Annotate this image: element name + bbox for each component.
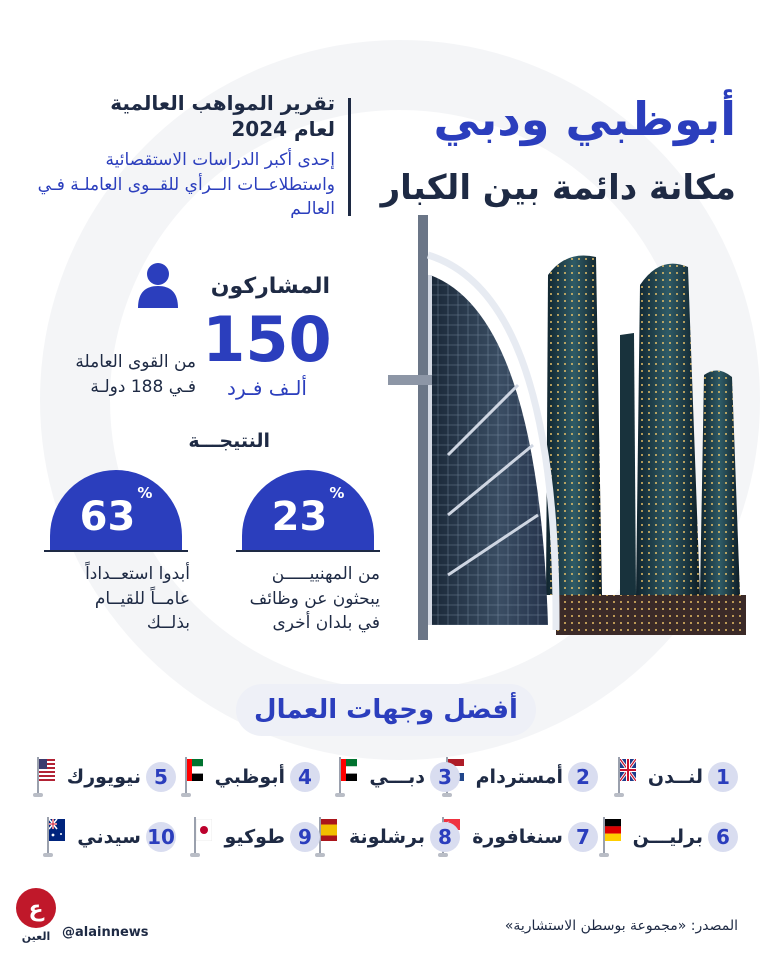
rank-badge: 7 [568, 822, 598, 852]
rank-badge: 3 [430, 762, 460, 792]
page-title: أبوظبي ودبي [433, 92, 736, 146]
svg-text:ع: ع [28, 897, 44, 922]
australia-flag-icon [46, 815, 68, 859]
stat-desc-line: عامــاً للقيــام [94, 588, 190, 609]
rank-badge: 9 [290, 822, 320, 852]
uae-flag-icon [184, 755, 206, 799]
city-name: طوكيو [224, 826, 285, 848]
participants-desc-line1: من القوى العاملة [75, 352, 196, 372]
destination-item [36, 812, 176, 862]
svg-text:العين: العين [21, 930, 51, 943]
stat-divider [44, 550, 188, 552]
percent-sign: % [137, 484, 153, 502]
participants-label: المشاركون [210, 274, 330, 299]
city-name: برشلونة [349, 826, 425, 848]
stat-value: 23 [271, 494, 328, 540]
city-name: برليـــن [632, 826, 703, 848]
destination-item [458, 752, 598, 802]
report-description: إحدى أكبر الدراسات الاستقصائية واستطلاعــات الــرأي للقــوى العاملـة فـي العالـم [37, 150, 335, 220]
stat-desc-line: في بلدان أخرى [272, 613, 380, 634]
destinations-title: أفضل وجهات العمال [236, 684, 536, 736]
page-subtitle: مكانة دائمة بين الكبار [380, 168, 736, 208]
skyline-illustration [388, 215, 760, 640]
person-icon [136, 262, 180, 308]
participants-unit: ألـف فـرد [227, 376, 307, 400]
destination-item [36, 752, 176, 802]
uae-flag-icon [338, 755, 360, 799]
social-handle[interactable]: @alainnews [62, 925, 149, 940]
rank-badge: 1 [708, 762, 738, 792]
rank-badge: 4 [290, 762, 320, 792]
uk-flag-icon [617, 755, 639, 799]
result-label: النتيجـــة [188, 430, 270, 452]
destination-item [320, 752, 460, 802]
burj-shape [388, 215, 556, 640]
participants-number: 150 [202, 303, 332, 376]
percent-sign: % [329, 484, 345, 502]
stat-desc-line: يبحثون عن وظائف [249, 588, 380, 609]
rank-badge: 10 [146, 822, 176, 852]
destination-item [180, 752, 320, 802]
stat-desc-line: من المهنييـــــن [271, 564, 380, 584]
destination-item [598, 812, 738, 862]
city-name: أبوظبي [214, 766, 285, 788]
towers-group [546, 255, 746, 635]
germany-flag-icon [602, 815, 624, 859]
city-name: نيويورك [66, 766, 141, 788]
participants-description [28, 350, 196, 399]
city-name: لنــدن [647, 766, 703, 788]
stat-value: 63 [79, 494, 136, 540]
destination-item [180, 812, 320, 862]
report-title [30, 90, 335, 143]
japan-flag-icon [193, 815, 215, 859]
rank-badge: 6 [708, 822, 738, 852]
destination-item [598, 752, 738, 802]
stat-desc-line: أبدوا استعــداداً [85, 564, 190, 584]
rank-badge: 5 [146, 762, 176, 792]
rank-badge: 8 [430, 822, 460, 852]
city-name: دبـــي [369, 766, 425, 788]
city-name: سنغافورة [472, 826, 563, 848]
header-divider [348, 98, 351, 216]
source-note: المصدر: «مجموعة بوسطن الاستشارية» [504, 918, 738, 934]
report-title-line2: لعام 2024 [231, 117, 335, 142]
destination-item [320, 812, 460, 862]
destination-item [458, 812, 598, 862]
rank-badge: 2 [568, 762, 598, 792]
stat-divider [236, 550, 380, 552]
spain-flag-icon [318, 815, 340, 859]
report-title-line1: تقرير المواهب العالمية [110, 91, 335, 115]
stat-description-63 [30, 562, 190, 636]
stat-desc-line: بذلــك [146, 613, 190, 634]
stat-description-23 [210, 562, 380, 636]
city-name: سيدني [77, 826, 141, 848]
city-name: أمستردام [475, 766, 563, 788]
alain-logo [12, 886, 60, 946]
usa-flag-icon [36, 755, 58, 799]
participants-desc-line2: فـي 188 دولـة [90, 376, 196, 397]
